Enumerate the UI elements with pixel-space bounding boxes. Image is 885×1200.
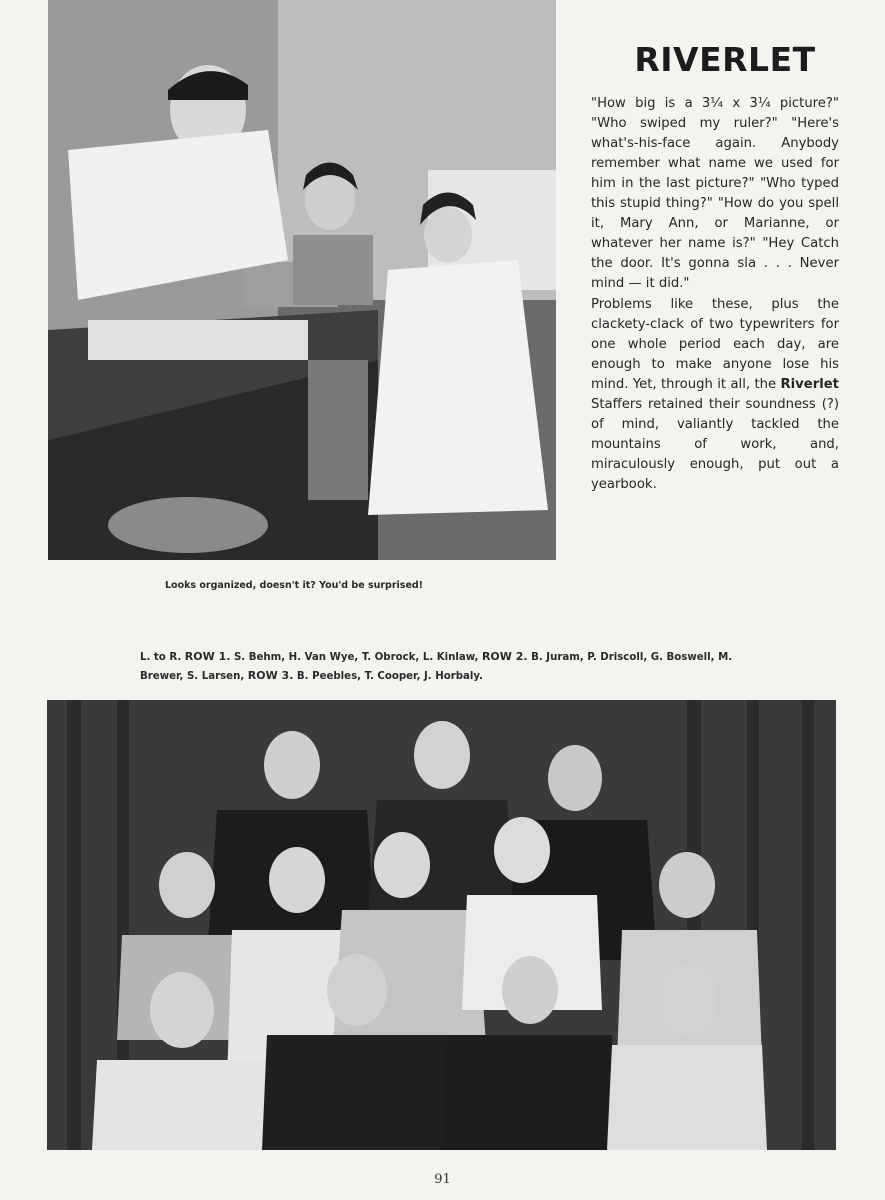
group-names-caption xyxy=(140,648,740,686)
row3-names: B. Peebles, T. Cooper, J. Horbaly. xyxy=(293,671,483,682)
body-paragraph-2 xyxy=(591,295,839,495)
page-title: RIVERLET xyxy=(634,40,816,79)
paragraph-2-after: Staffers retained their soundness (?) of mind, valiantly tackled the mountains of work, and, miraculously enough, put out a yearbook. xyxy=(591,397,839,492)
row1-names: S. Behm, H. Van Wye, T. Obrock, L. Kinlaw, xyxy=(230,652,482,663)
photo-caption: Looks organized, doesn't it? You'd be surprised! xyxy=(165,580,424,591)
paragraph-2-before: Problems like these, plus the clackety-clack of two typewriters for one whole period each day, are enough to make anyone lose his mind. Yet, through it all, the xyxy=(591,297,839,392)
staff-group-photo xyxy=(47,700,836,1150)
page-number: 91 xyxy=(434,1172,451,1187)
paragraph-1-text: "How big is a 3¼ x 3¼ picture?" "Who swiped my ruler?" "Here's what's-his-face again. Anybody remember what name we used for him in the last picture?" "Who typed this stupid thing?" "How do you spell it, Mary Ann, or Marianne, or whatever her name is?" "Hey Catch the door. It's gonna sla . . . Never mind — it did." xyxy=(591,96,839,291)
row1-label: ROW 1. xyxy=(184,650,231,663)
paragraph-2-text xyxy=(591,295,839,495)
row2-label: ROW 2. xyxy=(481,650,528,663)
paragraph-2-emphasis: Riverlet xyxy=(780,377,839,392)
row3-label: ROW 3. xyxy=(247,669,294,682)
names-lead: L. to R. xyxy=(140,652,185,663)
body-paragraph-1 xyxy=(591,94,839,294)
staff-working-photo xyxy=(48,0,556,560)
row2-names: B. Juram, P. Driscoll, G. Boswell, M. Brewer, S. Larsen, xyxy=(140,652,733,682)
